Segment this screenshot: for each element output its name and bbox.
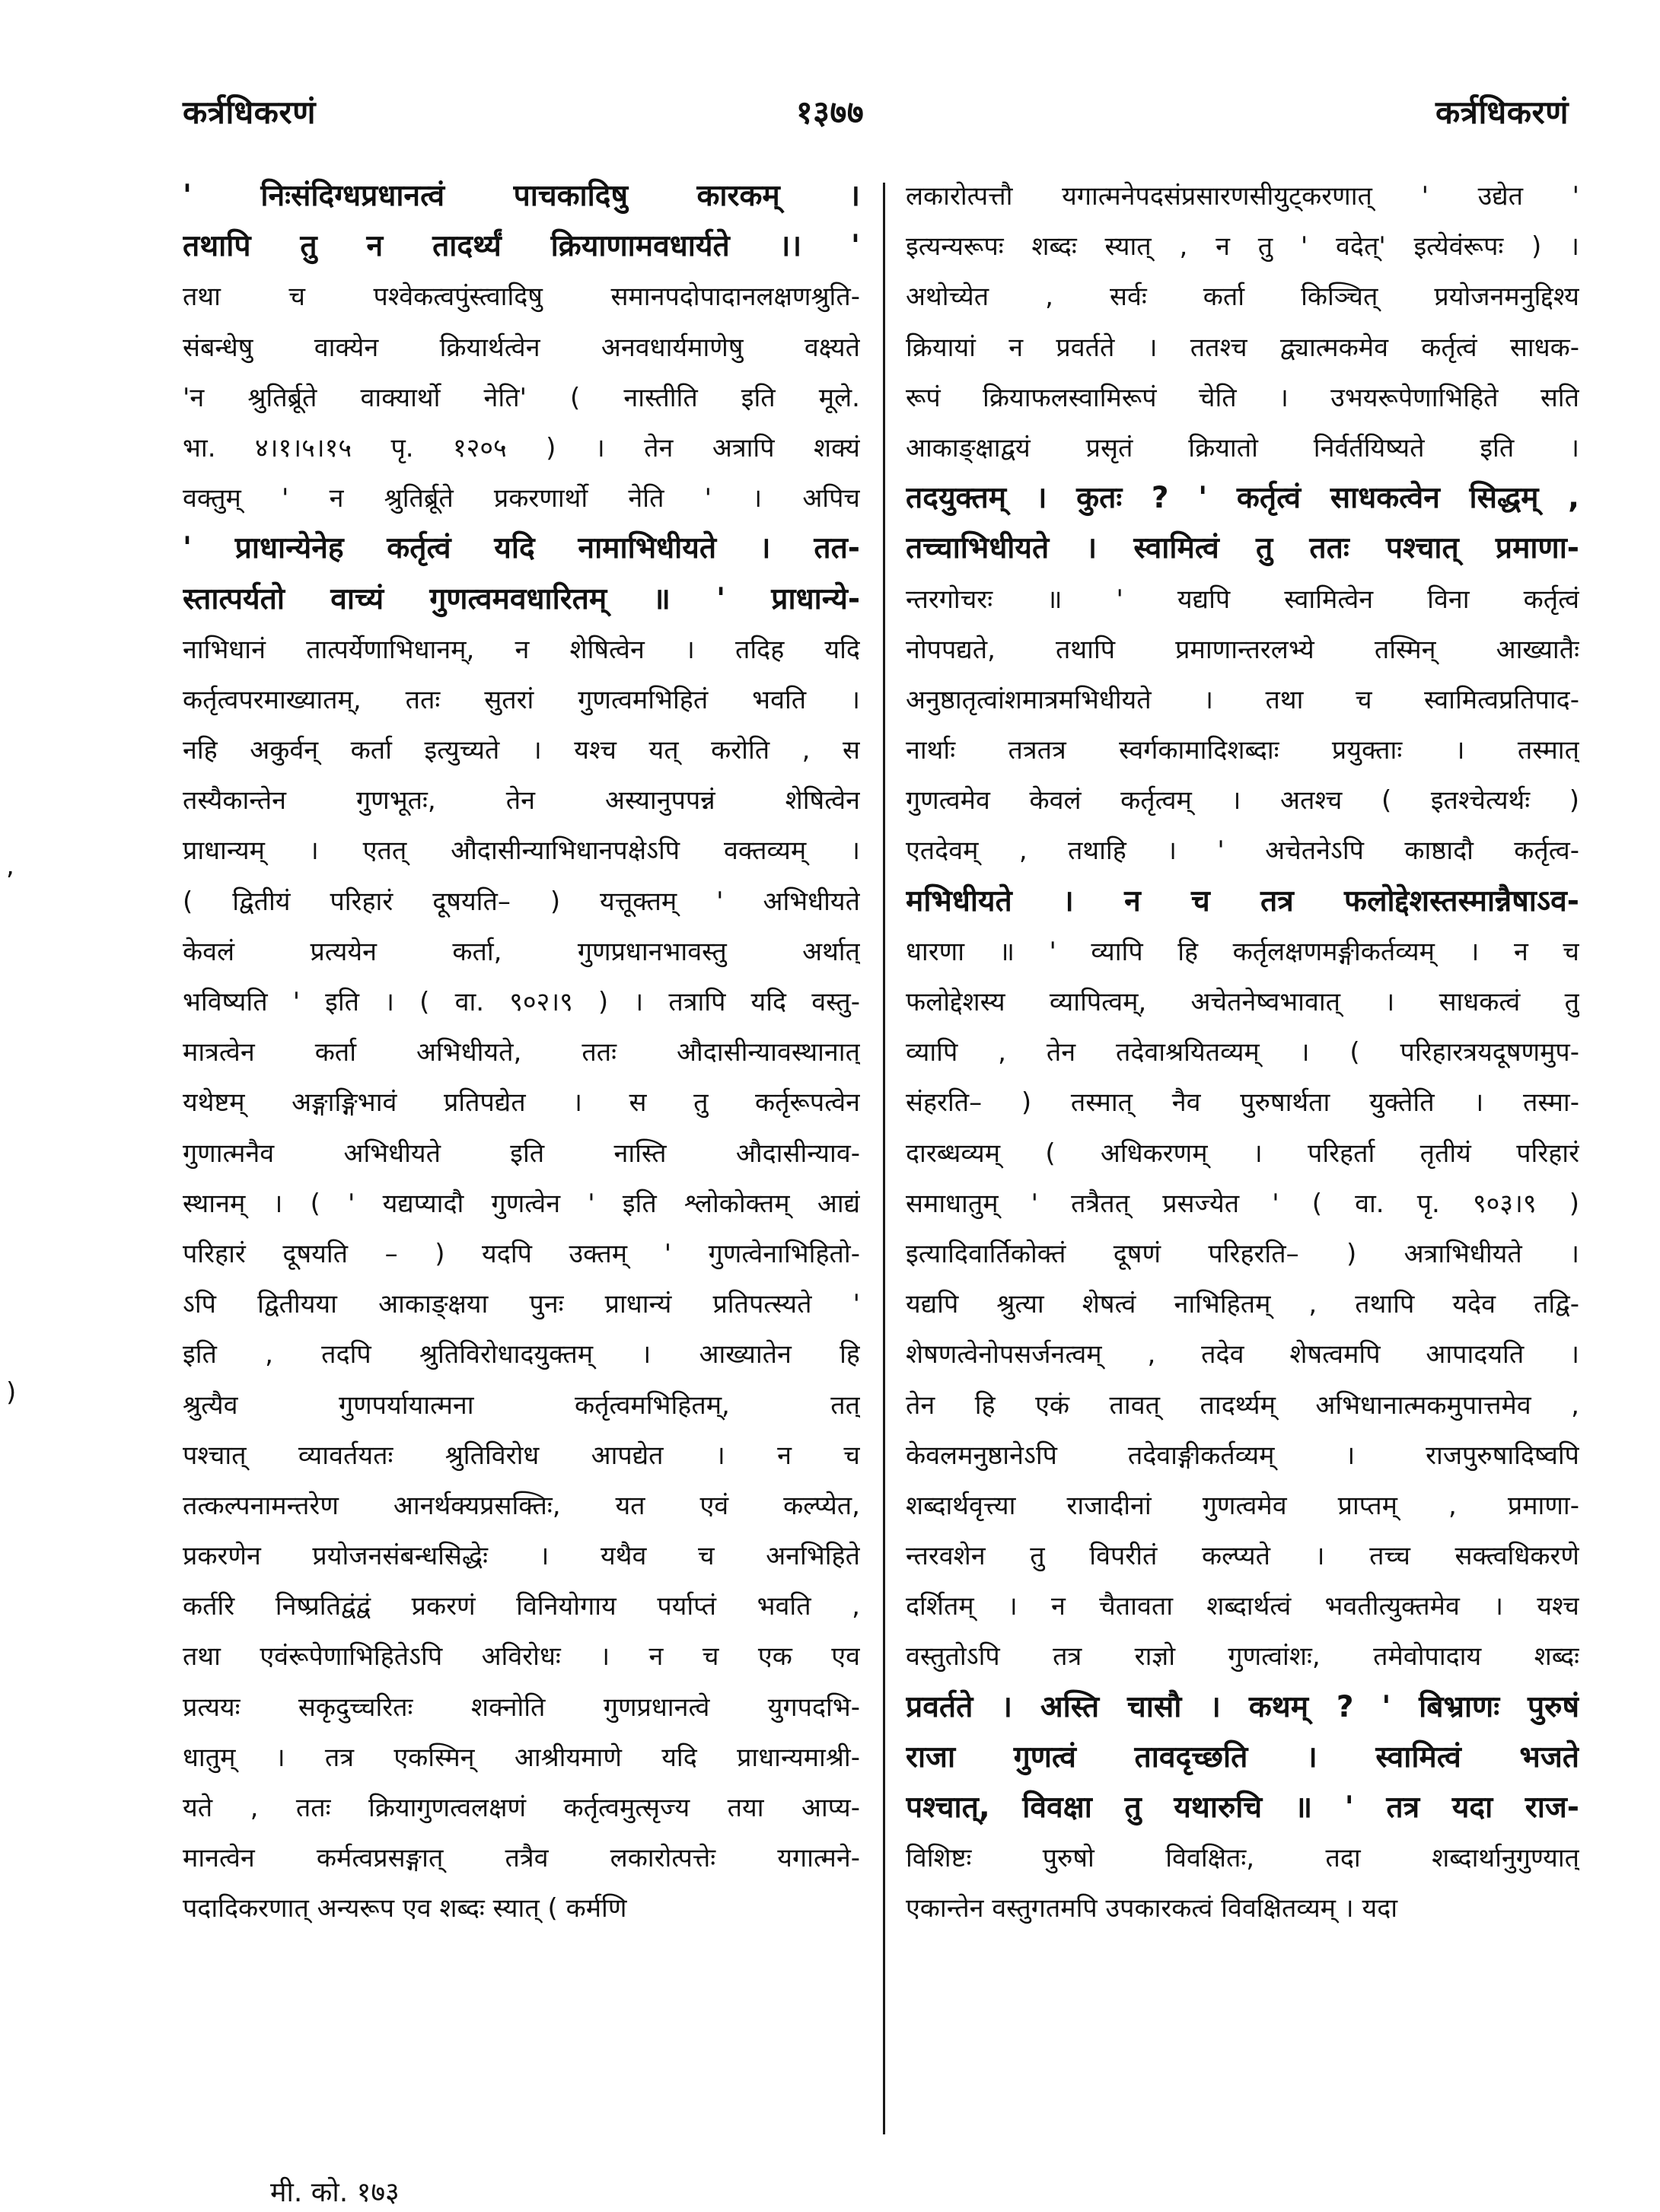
text-line: नार्थाः तत्रतत्र स्वर्गकामादिशब्दाः प्रयुक्ताः । तस्मात् <box>906 735 1579 766</box>
text-line: फलोद्देशस्य व्यापित्वम्, अचेतनेष्वभावात् । साधकत्वं तु <box>906 987 1579 1017</box>
column-divider <box>883 183 885 2134</box>
text-line: इत्यादिवार्तिकोक्तं दूषणं परिहरति– ) अत्राभिधीयते । <box>906 1238 1579 1269</box>
text-line: प्रकरणेन प्रयोजनसंबन्धसिद्धेः । यथैव च अनभिहिते <box>183 1541 860 1572</box>
running-header-left: कर्त्रधिकरणं <box>183 94 316 131</box>
text-line: विशिष्टः पुरुषो विवक्षितः, तदा शब्दार्थानुगुण्यात् <box>906 1843 1579 1874</box>
text-line: स्थानम् । ( ' यद्यप्यादौ गुणत्वेन ' इति श्लोकोक्तम् आद्यं <box>183 1188 860 1219</box>
text-line: रूपं क्रियाफलस्वामिरूपं चेति । उभयरूपेणाभिहिते सति <box>906 382 1579 413</box>
text-line: अथोच्येत , सर्वः कर्ता किञ्चित् प्रयोजनमनुद्दिश्य <box>906 282 1579 313</box>
text-line: न्तरवशेन तु विपरीतं कल्प्यते । तच्च सक्त्वधिकरणे <box>906 1541 1579 1572</box>
text-line: अनुष्ठातृत्वांशमात्रमभिधीयते । तथा च स्वामित्वप्रतिपाद- <box>906 684 1579 715</box>
text-line: एकान्तेन वस्तुगतमपि उपकारकत्वं विवक्षितव्यम् । यदा <box>906 1893 1398 1924</box>
text-line: प्रत्ययः सकृदुच्चरितः शक्नोति गुणप्रधानत्वे युगपदभि- <box>183 1692 860 1723</box>
text-line: यते , ततः क्रियागुणत्वलक्षणं कर्तृत्वमुत्सृज्य तया आप्य- <box>183 1793 860 1823</box>
text-line: शब्दार्थवृत्त्या राजादीनां गुणत्वमेव प्राप्तम् , प्रमाणा- <box>906 1490 1579 1521</box>
text-line: कर्तृत्वपरमाख्यातम्, ततः सुतरां गुणत्वमभिहितं भवति । <box>183 684 860 715</box>
text-line: ( द्वितीयं परिहारं दूषयति– ) यत्तूक्तम् ' अभिधीयते <box>183 886 860 917</box>
text-line: वक्तुम् ' न श्रुतिर्ब्रूते प्रकरणार्थो नेति ' । अपिच <box>183 483 860 514</box>
text-line: समाधातुम् ' तत्रैतत् प्रसज्येत ' ( वा. पृ. ९०३।९ ) <box>906 1188 1579 1219</box>
text-line: पदादिकरणात् अन्यरूप एव शब्दः स्यात् ( कर्मणि <box>183 1893 627 1924</box>
text-line: गुणत्वमेव केवलं कर्तृत्वम् । अतश्च ( इतश्चेत्यर्थः ) <box>906 785 1579 816</box>
text-line: केवलं प्रत्ययेन कर्ता, गुणप्रधानभावस्तु अर्थात् <box>183 936 860 967</box>
text-line: राजा गुणत्वं तावदृच्छति । स्वामित्वं भजते <box>906 1739 1579 1774</box>
text-line: दारब्धव्यम् ( अधिकरणम् । परिहर्ता तृतीयं परिहारं <box>906 1138 1579 1169</box>
text-line: मभिधीयते । न च तत्र फलोद्देशस्तस्मान्नैषाऽव- <box>906 883 1579 918</box>
text-line: नहि अकुर्वन् कर्ता इत्युच्यते । यश्च यत् करोति , स <box>183 735 860 766</box>
text-line: यथेष्टम् अङ्गाङ्गिभावं प्रतिपद्येत । स तु कर्तृरूपत्वेन <box>183 1087 860 1119</box>
text-line: श्रुत्यैव गुणपर्यायात्मना कर्तृत्वमभिहितम्, तत् <box>183 1389 860 1421</box>
text-line: यद्यपि श्रुत्या शेषत्वं नाभिहितम् , तथापि यदेव तद्वि- <box>906 1289 1579 1320</box>
text-line: शेषणत्वेनोपसर्जनत्वम् , तदेव शेषत्वमपि आपादयति । <box>906 1339 1579 1370</box>
text-line: भा. ४।१।५।१५ पृ. १२०५ ) । तेन अत्रापि शक्यं <box>183 432 860 463</box>
text-line: स्तात्पर्यतो वाच्यं गुणत्वमवधारितम् ॥ ' प्राधान्ये- <box>183 581 860 616</box>
text-line: संहरति– ) तस्मात् नैव पुरुषार्थता युक्तेति । तस्मा- <box>906 1087 1579 1119</box>
text-line: भविष्यति ' इति । ( वा. ९०२।९ ) । तत्रापि यदि वस्तु- <box>183 987 860 1017</box>
text-line: आकाङ्क्षाद्वयं प्रसृतं क्रियातो निर्वर्तयिष्यते इति । <box>906 432 1579 463</box>
margin-mark: , <box>6 851 14 881</box>
text-line: तच्चाभिधीयते । स्वामित्वं तु ततः पश्चात् प्रमाणा- <box>906 531 1579 566</box>
text-line: व्यापि , तेन तदेवाश्रयितव्यम् । ( परिहारत्रयदूषणमुप- <box>906 1037 1579 1068</box>
text-line: इत्यन्यरूपः शब्दः स्यात् , न तु ' वदेत्' इत्येवंरूपः ) । <box>906 231 1579 263</box>
text-line: तदयुक्तम् । कुतः ? ' कर्तृत्वं साधकत्वेन सिद्धम् , <box>906 481 1579 516</box>
text-line: गुणात्मनैव अभिधीयते इति नास्ति औदासीन्याव- <box>183 1138 860 1169</box>
text-line: मात्रत्वेन कर्ता अभिधीयते, ततः औदासीन्यावस्थानात् <box>183 1037 860 1068</box>
text-line: इति , तदपि श्रुतिविरोधादयुक्तम् । आख्यातेन हि <box>183 1339 860 1370</box>
text-line: तथा च पश्वेकत्वपुंस्त्वादिषु समानपदोपादानलक्षणश्रुति- <box>183 282 860 313</box>
text-line: नोपपद्यते, तथापि प्रमाणान्तरलभ्ये तस्मिन् आख्यातैः <box>906 634 1579 665</box>
footer-signature: मी. को. १७३ <box>270 2177 400 2208</box>
text-line: 'न श्रुतिर्ब्रूते वाक्यार्थो नेति' ( नास्तीति इति मूले. <box>183 382 860 413</box>
text-line: तेन हि एकं तावत् तादर्थ्यम् अभिधानात्मकमुपात्तमेव , <box>906 1389 1579 1421</box>
text-line: प्रवर्तते । अस्ति चासौ । कथम् ? ' बिभ्राणः पुरुषं <box>906 1689 1579 1724</box>
text-line: ऽपि द्वितीयया आकाङ्क्षया पुनः प्राधान्यं प्रतिपत्स्यते ' <box>183 1289 860 1320</box>
text-line: तत्कल्पनामन्तरेण आनर्थक्यप्रसक्तिः, यत एवं कल्प्येत, <box>183 1490 860 1521</box>
margin-mark: ) <box>6 1377 17 1408</box>
text-line: धारणा ॥ ' व्यापि हि कर्तृलक्षणमङ्गीकर्तव्यम् । न च <box>906 936 1579 967</box>
text-line: न्तरगोचरः ॥ ' यद्यपि स्वामित्वेन विना कर्तृत्वं <box>906 584 1579 615</box>
text-line: ' प्राधान्येनेह कर्तृत्वं यदि नामाभिधीयते । तत- <box>183 531 860 566</box>
text-line: मानत्वेन कर्मत्वप्रसङ्गात् तत्रैव लकारोत्पत्तेः यगात्मने- <box>183 1843 860 1874</box>
text-line: धातुम् । तत्र एकस्मिन् आश्रीयमाणे यदि प्राधान्यमाश्री- <box>183 1742 860 1773</box>
text-line: तथापि तु न तादर्थ्यं क्रियाणामवधार्यते ।। ' <box>183 229 860 264</box>
text-line: प्राधान्यम् । एतत् औदासीन्याभिधानपक्षेऽपि वक्तव्यम् । <box>183 835 860 867</box>
page-number: १३७७ <box>795 94 865 131</box>
text-line: लकारोत्पत्तौ यगात्मनेपदसंप्रसारणसीयुट्करणात् ' उद्येत ' <box>906 181 1579 212</box>
text-line: केवलमनुष्ठानेऽपि तदेवाङ्गीकर्तव्यम् । राजपुरुषादिष्वपि <box>906 1440 1579 1471</box>
text-line: एतदेवम् , तथाहि । ' अचेतनेऽपि काष्ठादौ कर्तृत्व- <box>906 835 1579 867</box>
text-line: पश्चात्, विवक्षा तु यथारुचि ॥ ' तत्र यदा राज- <box>906 1790 1579 1825</box>
running-header-right: कर्त्रधिकरणं <box>1435 94 1569 131</box>
text-line: परिहारं दूषयति – ) यदपि उक्तम् ' गुणत्वेनाभिहितो- <box>183 1238 860 1269</box>
text-line: कर्तरि निष्प्रतिद्वंद्वं प्रकरणं विनियोगाय पर्याप्तं भवति , <box>183 1591 860 1622</box>
text-line: नाभिधानं तात्पर्येणाभिधानम्, न शेषित्वेन । तदिह यदि <box>183 634 860 665</box>
text-line: दर्शितम् । न चैतावता शब्दार्थत्वं भवतीत्युक्तमेव । यश्च <box>906 1591 1579 1622</box>
left-text-column <box>183 171 860 2203</box>
text-line: पश्चात् व्यावर्तयतः श्रुतिविरोध आपद्येत । न च <box>183 1440 860 1471</box>
text-line: तथा एवंरूपेणाभिहितेऽपि अविरोधः । न च एक एव <box>183 1641 860 1673</box>
text-line: वस्तुतोऽपि तत्र राज्ञो गुणत्वांशः, तमेवोपादाय शब्दः <box>906 1641 1579 1673</box>
text-line: संबन्धेषु वाक्येन क्रियार्थत्वेन अनवधार्यमाणेषु वक्ष्यते <box>183 332 860 363</box>
text-line: क्रियायां न प्रवर्तते । ततश्च द्व्यात्मकमेव कर्तृत्वं साधक- <box>906 332 1579 363</box>
text-line: ' निःसंदिग्धप्रधानत्वं पाचकादिषु कारकम् । <box>183 179 860 213</box>
right-text-column <box>906 171 1579 2203</box>
text-line: तस्यैकान्तेन गुणभूतः, तेन अस्यानुपपन्नं शेषित्वेन <box>183 785 860 816</box>
